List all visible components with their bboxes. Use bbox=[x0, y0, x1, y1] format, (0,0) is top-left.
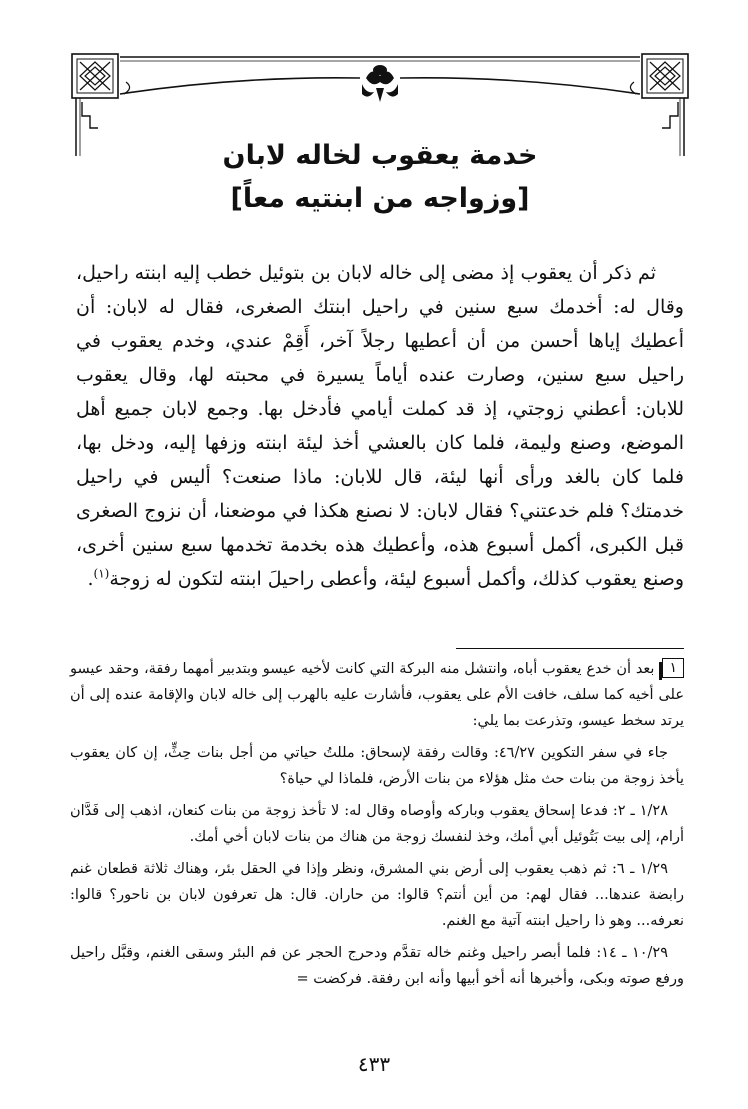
footnote-item: ١/٢٩ ـ ٦: ثم ذهب يعقوب إلى أرض بني المشرق، ونظر وإذا في الحقل بئر، وهناك ثلاثة قطعان غنم رابضة عندها... فقال لهم: من أين أنتم؟ قالوا: من حاران. قال: هل تعرفون لابان بن ناحور؟ قالوا: نعرفه... وهو ذا راحيل ابنته آتية مع الغنم. bbox=[70, 861, 684, 929]
footnote-item: ١٠/٢٩ ـ ١٤: فلما أبصر راحيل وغنم خاله تقدَّم ودحرج الحجر عن فم البئر وسقى الغنم، وقبَّل راحيل ورفع صوته وبكى، وأخبرها أنه أخو أبيها وأنه ابن رفقة. فركضت = bbox=[70, 945, 684, 987]
chapter-title: خدمة يعقوب لخاله لابان bbox=[222, 140, 538, 171]
chapter-heading bbox=[150, 136, 610, 222]
footnote-text: بعد أن خدع يعقوب أباه، وانتشل منه البركة التي كانت لأخيه عيسو وبتدبير أمهما رفقة، وحقد عيسو على أخيه كما سلف، خافت الأم على يعقوب، فأشارت عليه بالهرب إلى خاله لابان والإقامة عنده إلى أن يرتد سخط عيسو، وتذرعت بما يلي: bbox=[70, 661, 684, 729]
paragraph-end-mark: . bbox=[87, 568, 94, 590]
paragraph-text: ثم ذكر أن يعقوب إذ مضى إلى خاله لابان بن بتوئيل خطب إليه ابنته راحيل، وقال له: أخدمك سبع سنين في راحيل ابنتك الصغرى، فقال له لابان: أن أعطيك إياها أحسن من أن أعطيها رجلاً آخر، أَقِمْ عندي، وخدم يعقوب في راحيل سبع سنين، وصارت عنده أياماً يسيرة في محبته لها، وقال يعقوب للابان: أعطني زوجتي، إذ قد كملت أيامي فأدخل بها. وجمع لابان جميع أهل الموضع، وصنع وليمة، فلما كان بالعشي أخذ ليئة ابنته وزفها إليه، ودخل بها، فلما كان بالغد ورأى أنها ليئة، قال للابان: ماذا صنعت؟ أليس في راحيل خدمتك؟ فلم خدعتني؟ فقال لابان: لا نصنع هكذا في موضعنا، أن نزوج الصغرى قبل الكبرى، أكمل أسبوع هذه، وأعطيك هذه بخدمة تخدمها سبع سنين أخرى، وصنع يعقوب كذلك، وأكمل أسبوع ليئة، وأعطى راحيلَ ابنته لتكون له زوجة bbox=[76, 262, 684, 590]
footnote-item bbox=[70, 656, 684, 734]
main-text bbox=[76, 256, 684, 596]
footnote-number-box: ١ bbox=[662, 658, 684, 678]
footnote-reference: (١) bbox=[93, 566, 110, 581]
footnote-separator bbox=[456, 648, 684, 649]
footnote-item: جاء في سفر التكوين ٤٦/٢٧: وقالت رفقة لإسحاق: مللتُ حياتي من أجل بنات حِثٍّ، إن كان يعقوب يأخذ زوجة من بنات حث مثل هؤلاء من بنات الأرض، فلماذا لي حياة؟ bbox=[70, 745, 684, 787]
chapter-subtitle: [وزواجه من ابنتيه معاً] bbox=[230, 183, 530, 214]
page-number: ٤٣٣ bbox=[357, 1052, 391, 1076]
footnotes-section bbox=[70, 656, 684, 998]
footnote-item: ١/٢٨ ـ ٢: فدعا إسحاق يعقوب وباركه وأوصاه وقال له: لا تأخذ زوجة من بنات كنعان، اذهب إلى فَدَّان أرام، إلى بيت بَتُوئيل أبي أمك، وخذ لنفسك زوجة من هناك من بنات لابان أخي أمك. bbox=[70, 803, 684, 845]
main-paragraph bbox=[76, 256, 684, 596]
